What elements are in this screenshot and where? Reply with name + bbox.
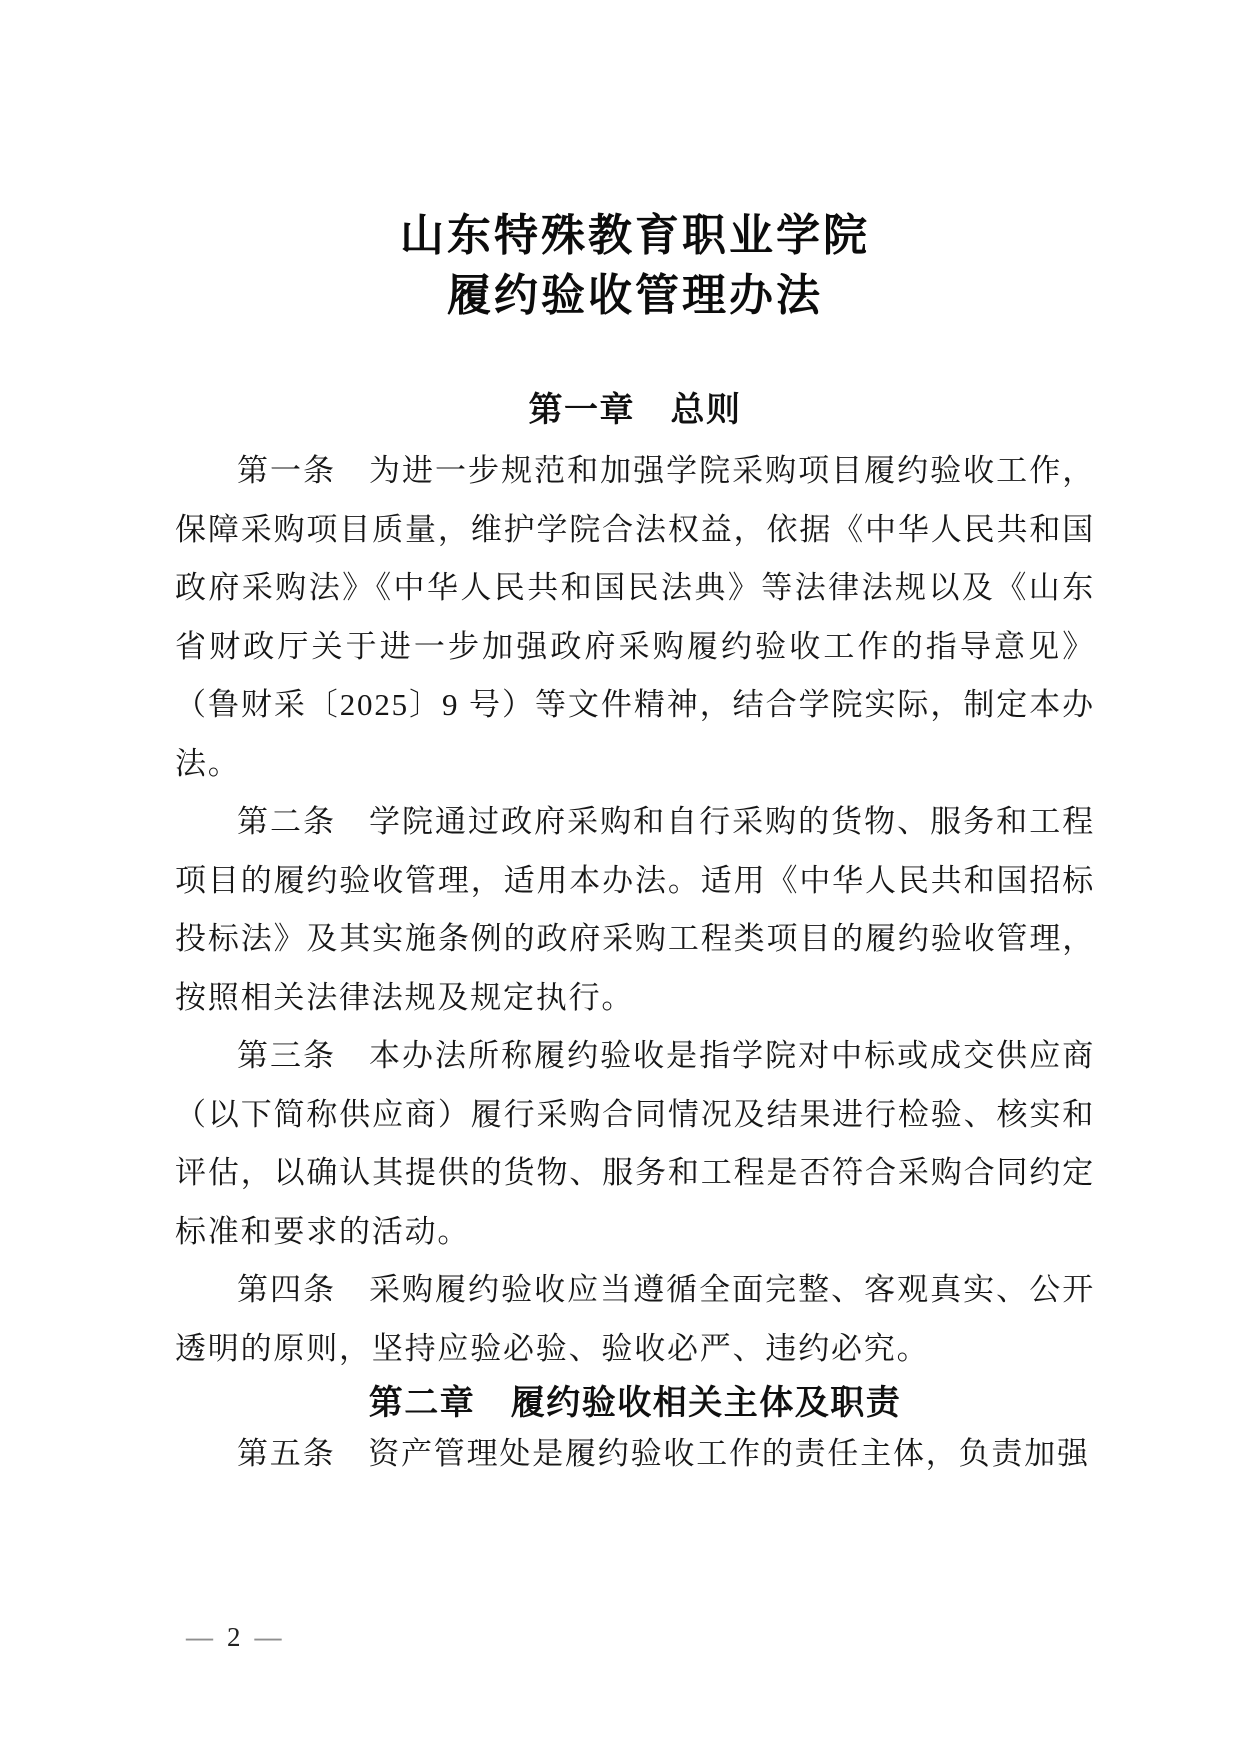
- page-footer: [172, 1620, 296, 1654]
- footer-dash-left: —: [186, 1622, 213, 1652]
- body-text: [175, 442, 1095, 1484]
- paragraph-article-3: 第三条 本办法所称履约验收是指学院对中标或成交供应商（以下简称供应商）履行采购合同情况及结果进行检验、核实和评估，以确认其提供的货物、服务和工程是否符合采购合同约定标准和要求的活动。: [175, 1038, 1095, 1249]
- document-title: [175, 206, 1095, 326]
- paragraph-article-4: 第四条 采购履约验收应当遵循全面完整、客观真实、公开透明的原则，坚持应验必验、验收必严、违约必究。: [175, 1272, 1095, 1366]
- paragraph-article-5: 第五条 资产管理处是履约验收工作的责任主体，负责加强: [237, 1436, 1090, 1471]
- page-number: 2: [227, 1622, 241, 1652]
- paragraph-article-1: 第一条 为进一步规范和加强学院采购项目履约验收工作，保障采购项目质量，维护学院合法权益，依据《中华人民共和国政府采购法》《中华人民共和国民法典》等法律法规以及《山东省财政厅关于进一步加强政府采购履约验收工作的指导意见》（鲁财采〔2025〕9 号）等文件精神，结合学院实际，制定本办法。: [175, 453, 1095, 781]
- chapter-1-heading: 第一章 总则: [528, 391, 742, 429]
- chapter-2-heading: 第二章 履约验收相关主体及职责: [368, 1384, 902, 1422]
- title-line-2: 履约验收管理办法: [447, 271, 823, 320]
- document-content: [175, 0, 1095, 1484]
- paragraph-article-2: 第二条 学院通过政府采购和自行采购的货物、服务和工程项目的履约验收管理，适用本办法。适用《中华人民共和国招标投标法》及其实施条例的政府采购工程类项目的履约验收管理，按照相关法律法规及规定执行。: [175, 804, 1095, 1015]
- footer-dash-right: —: [254, 1622, 282, 1652]
- title-line-1: 山东特殊教育职业学院: [400, 211, 870, 260]
